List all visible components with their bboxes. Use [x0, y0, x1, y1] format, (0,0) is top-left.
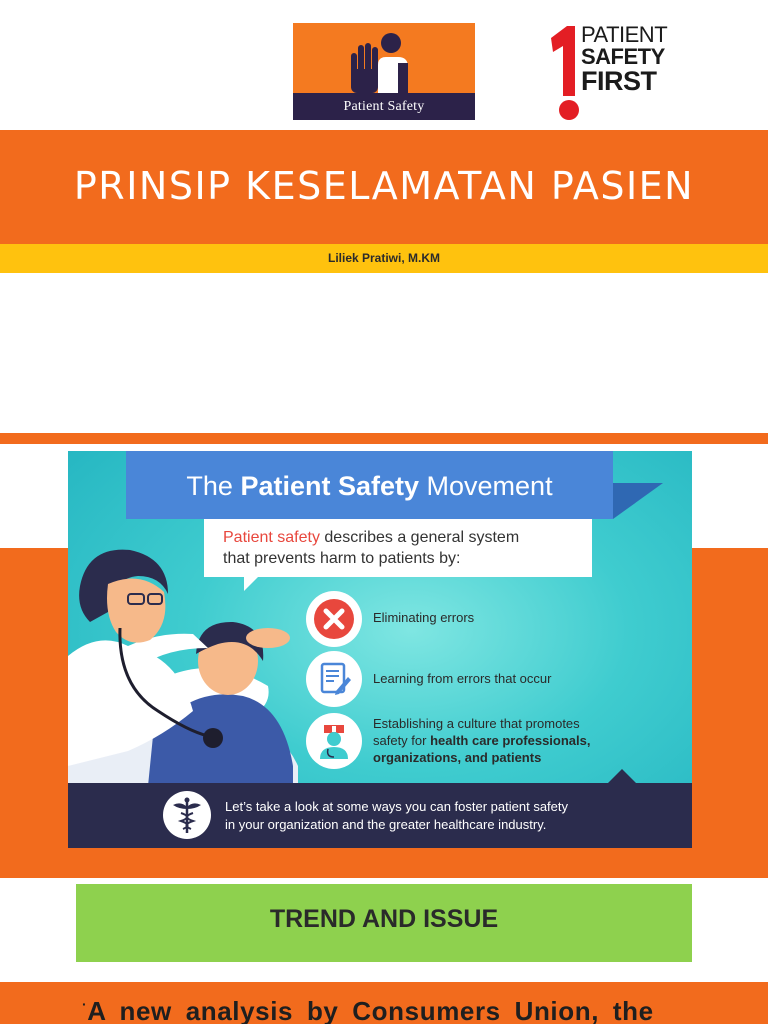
footer-notch — [608, 769, 636, 783]
author-band — [0, 244, 768, 273]
slide3-content-band — [0, 982, 768, 1024]
bullet-text-3: Establishing a culture that promotes safety for health care professionals, organizations, and patients — [373, 716, 591, 765]
infographic-title: The Patient Safety Movement — [186, 471, 553, 501]
title-band — [0, 130, 768, 244]
caduceus-icon — [163, 791, 211, 839]
logo-caption-bar — [293, 93, 475, 120]
slide3-top-stripe — [0, 864, 768, 878]
infographic-description — [204, 519, 592, 577]
description-tail — [244, 577, 258, 591]
logo-line-safety: SAFETY — [581, 44, 665, 69]
logo-line-first: FIRST — [581, 66, 657, 96]
infographic-footer — [68, 783, 692, 848]
logo-line-patient: PATIENT — [581, 22, 668, 47]
exclamation-one-icon — [545, 24, 581, 122]
trend-and-issue-box — [76, 884, 692, 962]
logo-wordmark — [581, 24, 667, 95]
logo-caption: Patient Safety — [343, 99, 425, 114]
bullet-learning-errors — [306, 651, 362, 707]
description-highlight: Patient safety — [223, 529, 320, 546]
bullet-eliminating-errors — [306, 591, 362, 647]
trend-heading: TREND AND ISSUE — [269, 905, 499, 933]
header-ribbon-fold — [613, 483, 663, 519]
slide-title: PRINSIP KESELAMATAN PASIEN — [73, 164, 695, 208]
description-text: Patient safety describes a general system that prevents harm to patients by: — [223, 529, 520, 567]
doctor-icon — [306, 713, 362, 769]
patient-safety-first-logo — [545, 24, 685, 124]
bullet-text-2: Learning from errors that occur — [373, 671, 552, 686]
x-icon — [306, 591, 362, 647]
slide2-top-stripe — [0, 433, 768, 444]
caduceus-badge — [163, 791, 211, 839]
patient-safety-logo — [293, 23, 475, 120]
bullet-dot-icon: · — [82, 996, 88, 1012]
infographic-header — [126, 451, 613, 519]
author-name: Liliek Pratiwi, M.KM — [327, 251, 441, 265]
stop-hand-icon — [348, 31, 420, 93]
document-pencil-icon — [306, 651, 362, 707]
bullet-text-1: Eliminating errors — [373, 610, 475, 625]
patient-safety-infographic — [68, 451, 692, 848]
bullet-culture — [306, 713, 362, 769]
slide3-bullet: ·A new analysis by Consumers Union, the — [82, 996, 654, 1024]
footer-text: Let’s take a look at some ways you can foster patient safety in your organization and the greater healthcare industry. — [225, 799, 569, 832]
